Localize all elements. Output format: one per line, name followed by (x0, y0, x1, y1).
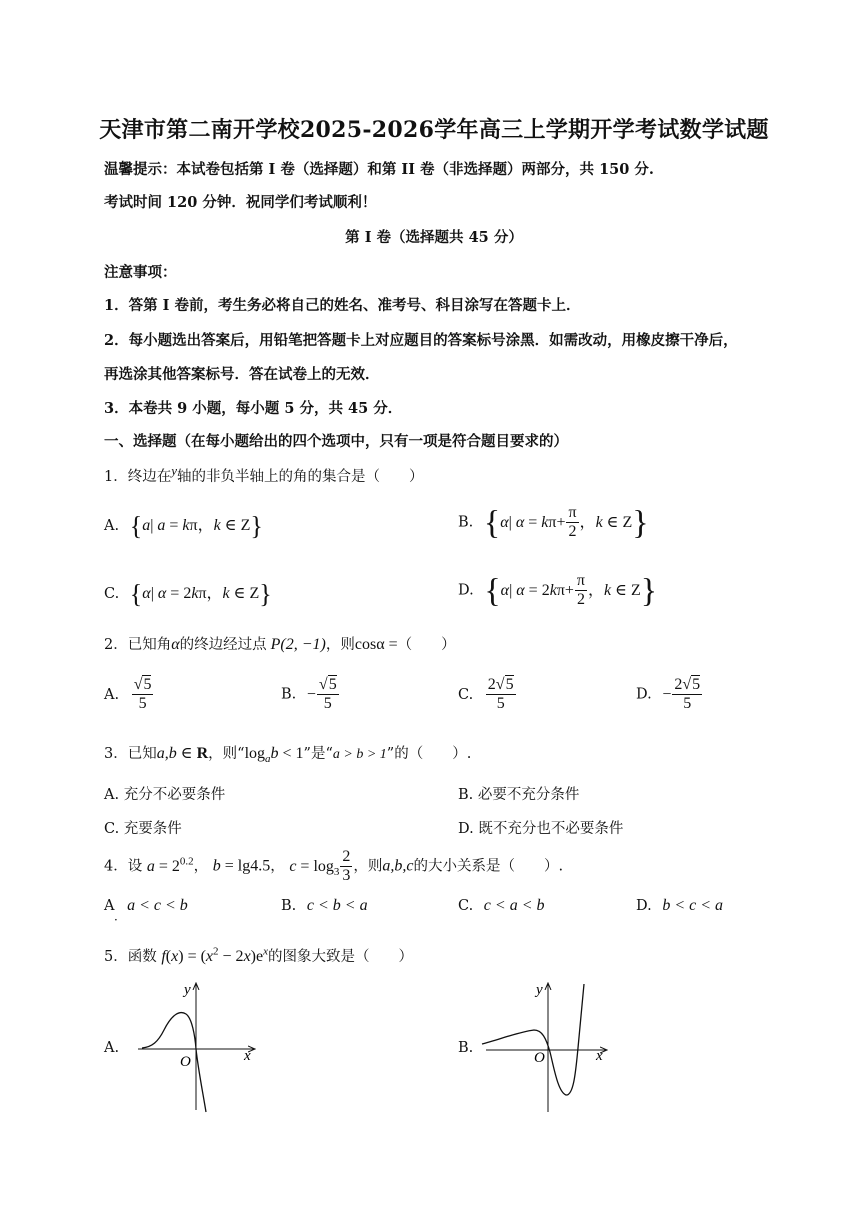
q2-d-label: D. (636, 686, 652, 703)
notice-line-1: 温馨提示：本试卷包括第 I 卷（选择题）和第 II 卷（非选择题）两部分，共 150 分. (104, 161, 654, 178)
q3-suffix: ”的（ ）. (386, 746, 472, 762)
q5-graph-b (478, 978, 618, 1118)
q2-option-c[interactable] (458, 676, 517, 714)
q4-a-label: A (104, 898, 115, 914)
attention-item-2a: 2．每小题选出答案后，用铅笔把答题卡上对应题目的答案标号涂黑．如需改动，用橡皮擦干净后， (104, 332, 738, 349)
q4-a-def: $a = 2^{0.2}$ (146, 855, 194, 875)
q5-option-a[interactable]: A. (104, 1040, 120, 1056)
q2-point: P(2, −1) (270, 636, 326, 653)
q2-b-label: B. (281, 686, 297, 703)
q4-c-math: c < a < b (483, 897, 545, 914)
part-one-header: 一、选择题（在每小题给出的四个选项中，只有一项是符合题目要求的） (104, 433, 568, 450)
q1-suffix: 轴的非负半轴上的角的集合是（ ） (177, 468, 424, 485)
q3-prefix: 3．已知 (104, 746, 157, 762)
q5-option-b[interactable]: B. (458, 1040, 474, 1056)
q3-cond2: a > b > 1 (332, 747, 387, 762)
attention-item-3: 3．本卷共 9 小题，每小题 5 分，共 45 分． (104, 400, 403, 417)
q2-b-math: − $\frac{√5}{5}$ (306, 676, 337, 713)
q2-c-label: C. (458, 686, 474, 703)
q4-prefix: 4．设 (104, 858, 143, 875)
q1-a-math: {a| a = kπ，k ∈ Z} (129, 511, 263, 541)
q5-stem (104, 945, 413, 966)
q4-c-def: $c = \log_3$ $\frac{2}{3}$ (289, 848, 351, 885)
q3-middle: ，则“ (208, 746, 245, 762)
origin-label: O (534, 1050, 545, 1066)
q5-suffix: 的图象大致是（ ） (268, 949, 413, 965)
q4-vars: a,b,c (382, 857, 414, 875)
x-label: x (244, 1048, 251, 1064)
y-label: y (184, 982, 191, 998)
q4-b-label: B. (281, 898, 297, 914)
q2-a-label: A. (104, 686, 120, 703)
q1-b-label: B. (458, 514, 474, 531)
q5-prefix: 5．函数 (104, 949, 157, 965)
q5-func: $f(x) = (x^2 - 2x)e^x$ (161, 945, 268, 965)
y-label: y (536, 982, 543, 998)
q4-d-label: D. (636, 898, 652, 914)
q4-option-d[interactable] (636, 897, 723, 915)
q4-middle: ，则 (353, 858, 383, 875)
q4-suffix: 的大小关系是（ ）. (413, 858, 564, 875)
q2-option-a[interactable] (104, 676, 154, 714)
q2-c-math: $\frac{2√5}{5}$ (487, 676, 514, 713)
page-title: 天津市第二南开学校2025-2026学年高三上学期开学考试数学试题 (99, 117, 769, 143)
q3-option-d[interactable]: D. 既不充分也不必要条件 (458, 821, 624, 837)
q3-stem (104, 742, 471, 765)
q2-stem (104, 633, 456, 654)
q1-c-label: C. (104, 586, 120, 602)
q4-option-c[interactable] (458, 897, 545, 915)
q4-d-math: b < c < a (662, 897, 724, 914)
q1-b-math: {α| α = kπ+ $\frac{\pi}{2}$ ，k ∈ Z} (483, 503, 649, 541)
origin-label: O (180, 1054, 191, 1070)
q3-option-a[interactable]: A. 充分不必要条件 (104, 787, 226, 803)
q1-d-math: {α| α = 2kπ+ $\frac{\pi}{2}$ ，k ∈ Z} (484, 571, 658, 609)
q2-prefix: 2．已知角 (104, 637, 172, 653)
q1-option-b[interactable] (458, 504, 649, 542)
q2-suffix: （ ） (397, 637, 456, 653)
q4-option-b[interactable] (281, 897, 368, 915)
q1-option-a[interactable] (104, 512, 263, 539)
q3-is: ”是“ (303, 746, 333, 762)
curve (482, 984, 584, 1095)
attention-title: 注意事项： (104, 264, 177, 281)
q4-a-math: a < c < b (127, 897, 188, 914)
q2-alpha: α (171, 636, 180, 653)
q5-graph-a (128, 978, 268, 1118)
q1-a-label: A. (104, 518, 120, 534)
q2-cos: cosα = (354, 636, 398, 653)
q3-vars: a,b ∈ R (156, 745, 209, 762)
q1-d-label: D. (458, 582, 474, 599)
notice-line-2: 考试时间 120 分钟．祝同学们考试顺利！ (104, 194, 377, 211)
q4-c-label: C. (458, 898, 474, 914)
q2-option-b[interactable] (281, 676, 340, 714)
q2-d-math: − $\frac{2√5}{5}$ (662, 676, 701, 713)
stray-dot: · (114, 913, 118, 927)
q2-a-math: $\frac{√5}{5}$ (133, 676, 152, 713)
attention-item-2b: 再选涂其他答案标号．答在试卷上的无效． (104, 366, 380, 383)
q4-b-math: c < b < a (306, 897, 368, 914)
q1-stem (104, 463, 424, 486)
q1-var: y (171, 463, 178, 478)
q3-option-c[interactable]: C. 充要条件 (104, 821, 182, 837)
q4-stem: 4．设 $a = 2^{0.2}$， b = lg4.5， $c = \log_3$ $\frac{2}{3}$ ，则a,b,c的大小关系是（ ）. (104, 848, 564, 885)
q2-middle: 的终边经过点 (179, 637, 267, 653)
q1-option-d[interactable] (458, 572, 657, 610)
x-label: x (596, 1048, 603, 1064)
q3-cond1: $\log_ab < 1$ (244, 745, 304, 766)
q3-option-b[interactable]: B. 必要不充分条件 (458, 787, 580, 803)
section-header: 第 I 卷（选择题共 45 分） (345, 229, 523, 246)
q2-then: ，则 (325, 637, 355, 653)
q2-option-d[interactable] (636, 676, 703, 714)
q1-prefix: 1．终边在 (104, 468, 172, 485)
q1-option-c[interactable] (104, 580, 272, 607)
q4-b-def: b = lg4.5 (212, 857, 271, 875)
q1-c-math: {α| α = 2kπ，k ∈ Z} (129, 579, 272, 609)
attention-item-1: 1．答第 I 卷前，考生务必将自己的姓名、准考号、科目涂写在答题卡上． (104, 297, 581, 314)
